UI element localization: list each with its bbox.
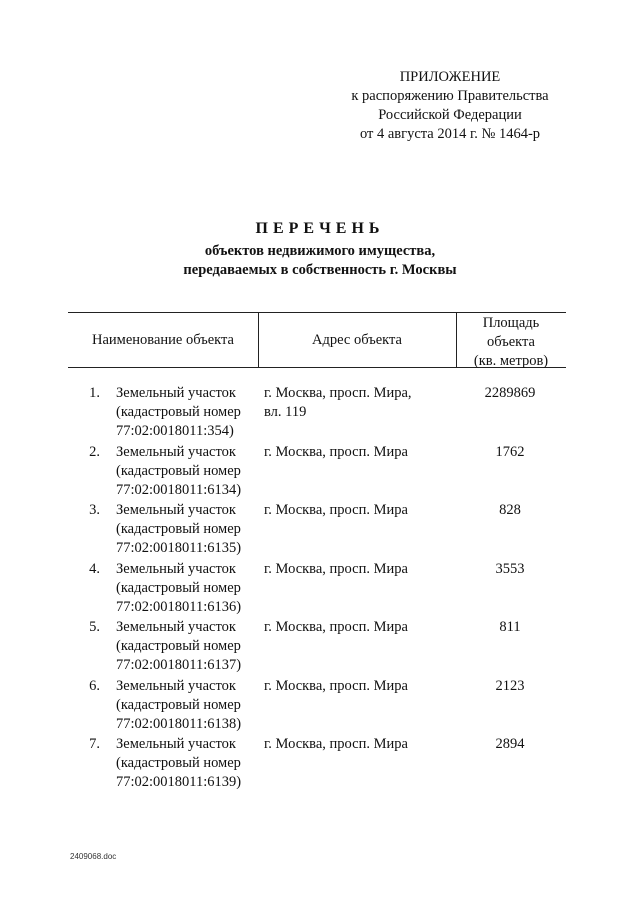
object-name	[116, 735, 256, 792]
object-name-line: (кадастровый номер	[116, 462, 241, 479]
object-name-line: Земельный участок	[116, 502, 236, 518]
object-name-line: (кадастровый номер	[116, 404, 241, 420]
row-number: 4.	[89, 560, 100, 577]
object-name-line: Земельный участок	[116, 560, 236, 577]
object-name-line: Земельный участок	[116, 443, 236, 460]
document-subtitle	[0, 242, 640, 280]
object-address	[264, 560, 434, 579]
cadastral-number: 77:02:0018011:6138)	[116, 715, 242, 732]
object-name-line: (кадастровый номер	[116, 521, 241, 537]
cadastral-number: 77:02:0018011:6136)	[116, 598, 242, 615]
appendix-block	[330, 68, 570, 144]
object-area: 2289869	[484, 385, 536, 401]
cadastral-number: 77:02:0018011:6137)	[116, 657, 242, 673]
object-area: 1762	[495, 443, 525, 460]
row-number: 1.	[89, 385, 100, 401]
row-number: 7.	[89, 736, 100, 752]
address-line: г. Москва, просп. Мира	[264, 677, 408, 694]
object-address	[264, 618, 434, 637]
object-address	[264, 384, 434, 422]
row-number: 6.	[89, 677, 100, 694]
object-name	[116, 618, 256, 675]
object-name-line: (кадастровый номер	[116, 638, 241, 654]
file-name-footer: 2409068.doc	[70, 852, 117, 861]
row-number: 5.	[89, 619, 100, 635]
object-address	[264, 735, 434, 754]
object-address	[264, 443, 434, 462]
object-name	[116, 384, 256, 441]
address-line: г. Москва, просп. Мира	[264, 560, 408, 577]
object-name-line: (кадастровый номер	[116, 755, 241, 771]
subtitle-line: объектов недвижимого имущества,	[204, 243, 436, 259]
header-address: Адрес объекта	[312, 332, 402, 348]
cadastral-number: 77:02:0018011:6135)	[116, 540, 242, 556]
object-address	[264, 677, 434, 696]
address-line: г. Москва, просп. Мира	[264, 502, 408, 518]
appendix-line: Российской Федерации	[378, 107, 522, 123]
object-name-line: (кадастровый номер	[116, 579, 241, 596]
appendix-date: от 4 августа 2014 г. № 1464-р	[359, 126, 541, 142]
object-name	[116, 560, 256, 617]
row-number: 3.	[89, 502, 100, 518]
object-area: 2123	[495, 677, 525, 694]
subtitle-line: передаваемых в собственность г. Москвы	[183, 262, 457, 278]
row-number: 2.	[89, 443, 100, 460]
document-title: ПЕРЕЧЕНЬ	[255, 220, 385, 237]
address-line: г. Москва, просп. Мира	[264, 443, 408, 460]
object-area: 3553	[495, 560, 525, 577]
header-name: Наименование объекта	[92, 332, 234, 348]
object-area: 828	[499, 502, 521, 518]
object-area: 811	[499, 619, 521, 635]
object-area: 2894	[495, 736, 525, 752]
cadastral-number: 77:02:0018011:6139)	[116, 774, 242, 790]
object-name-line: Земельный участок	[116, 736, 236, 752]
appendix-line: к распоряжению Правительства	[351, 88, 549, 104]
address-line: вл. 119	[264, 404, 307, 420]
address-line: г. Москва, просп. Мира	[264, 619, 408, 635]
object-name-line: Земельный участок	[116, 385, 236, 401]
address-line: г. Москва, просп. Мира	[264, 736, 408, 752]
object-name-line: Земельный участок	[116, 619, 236, 635]
cadastral-number: 77:02:0018011:354)	[116, 423, 234, 439]
appendix-heading: ПРИЛОЖЕНИЕ	[399, 69, 501, 85]
object-name-line: Земельный участок	[116, 677, 236, 694]
header-area-line: Площадь	[482, 315, 540, 331]
object-address	[264, 501, 434, 520]
address-line: г. Москва, просп. Мира,	[264, 385, 412, 401]
cadastral-number: 77:02:0018011:6134)	[116, 481, 242, 498]
object-name	[116, 501, 256, 558]
header-area	[456, 314, 566, 371]
object-name	[116, 677, 256, 734]
table-top-border	[68, 312, 566, 313]
header-area-line: объекта	[486, 334, 535, 350]
header-area-line: (кв. метров)	[473, 353, 549, 369]
object-name-line: (кадастровый номер	[116, 696, 241, 713]
object-name	[116, 443, 256, 500]
